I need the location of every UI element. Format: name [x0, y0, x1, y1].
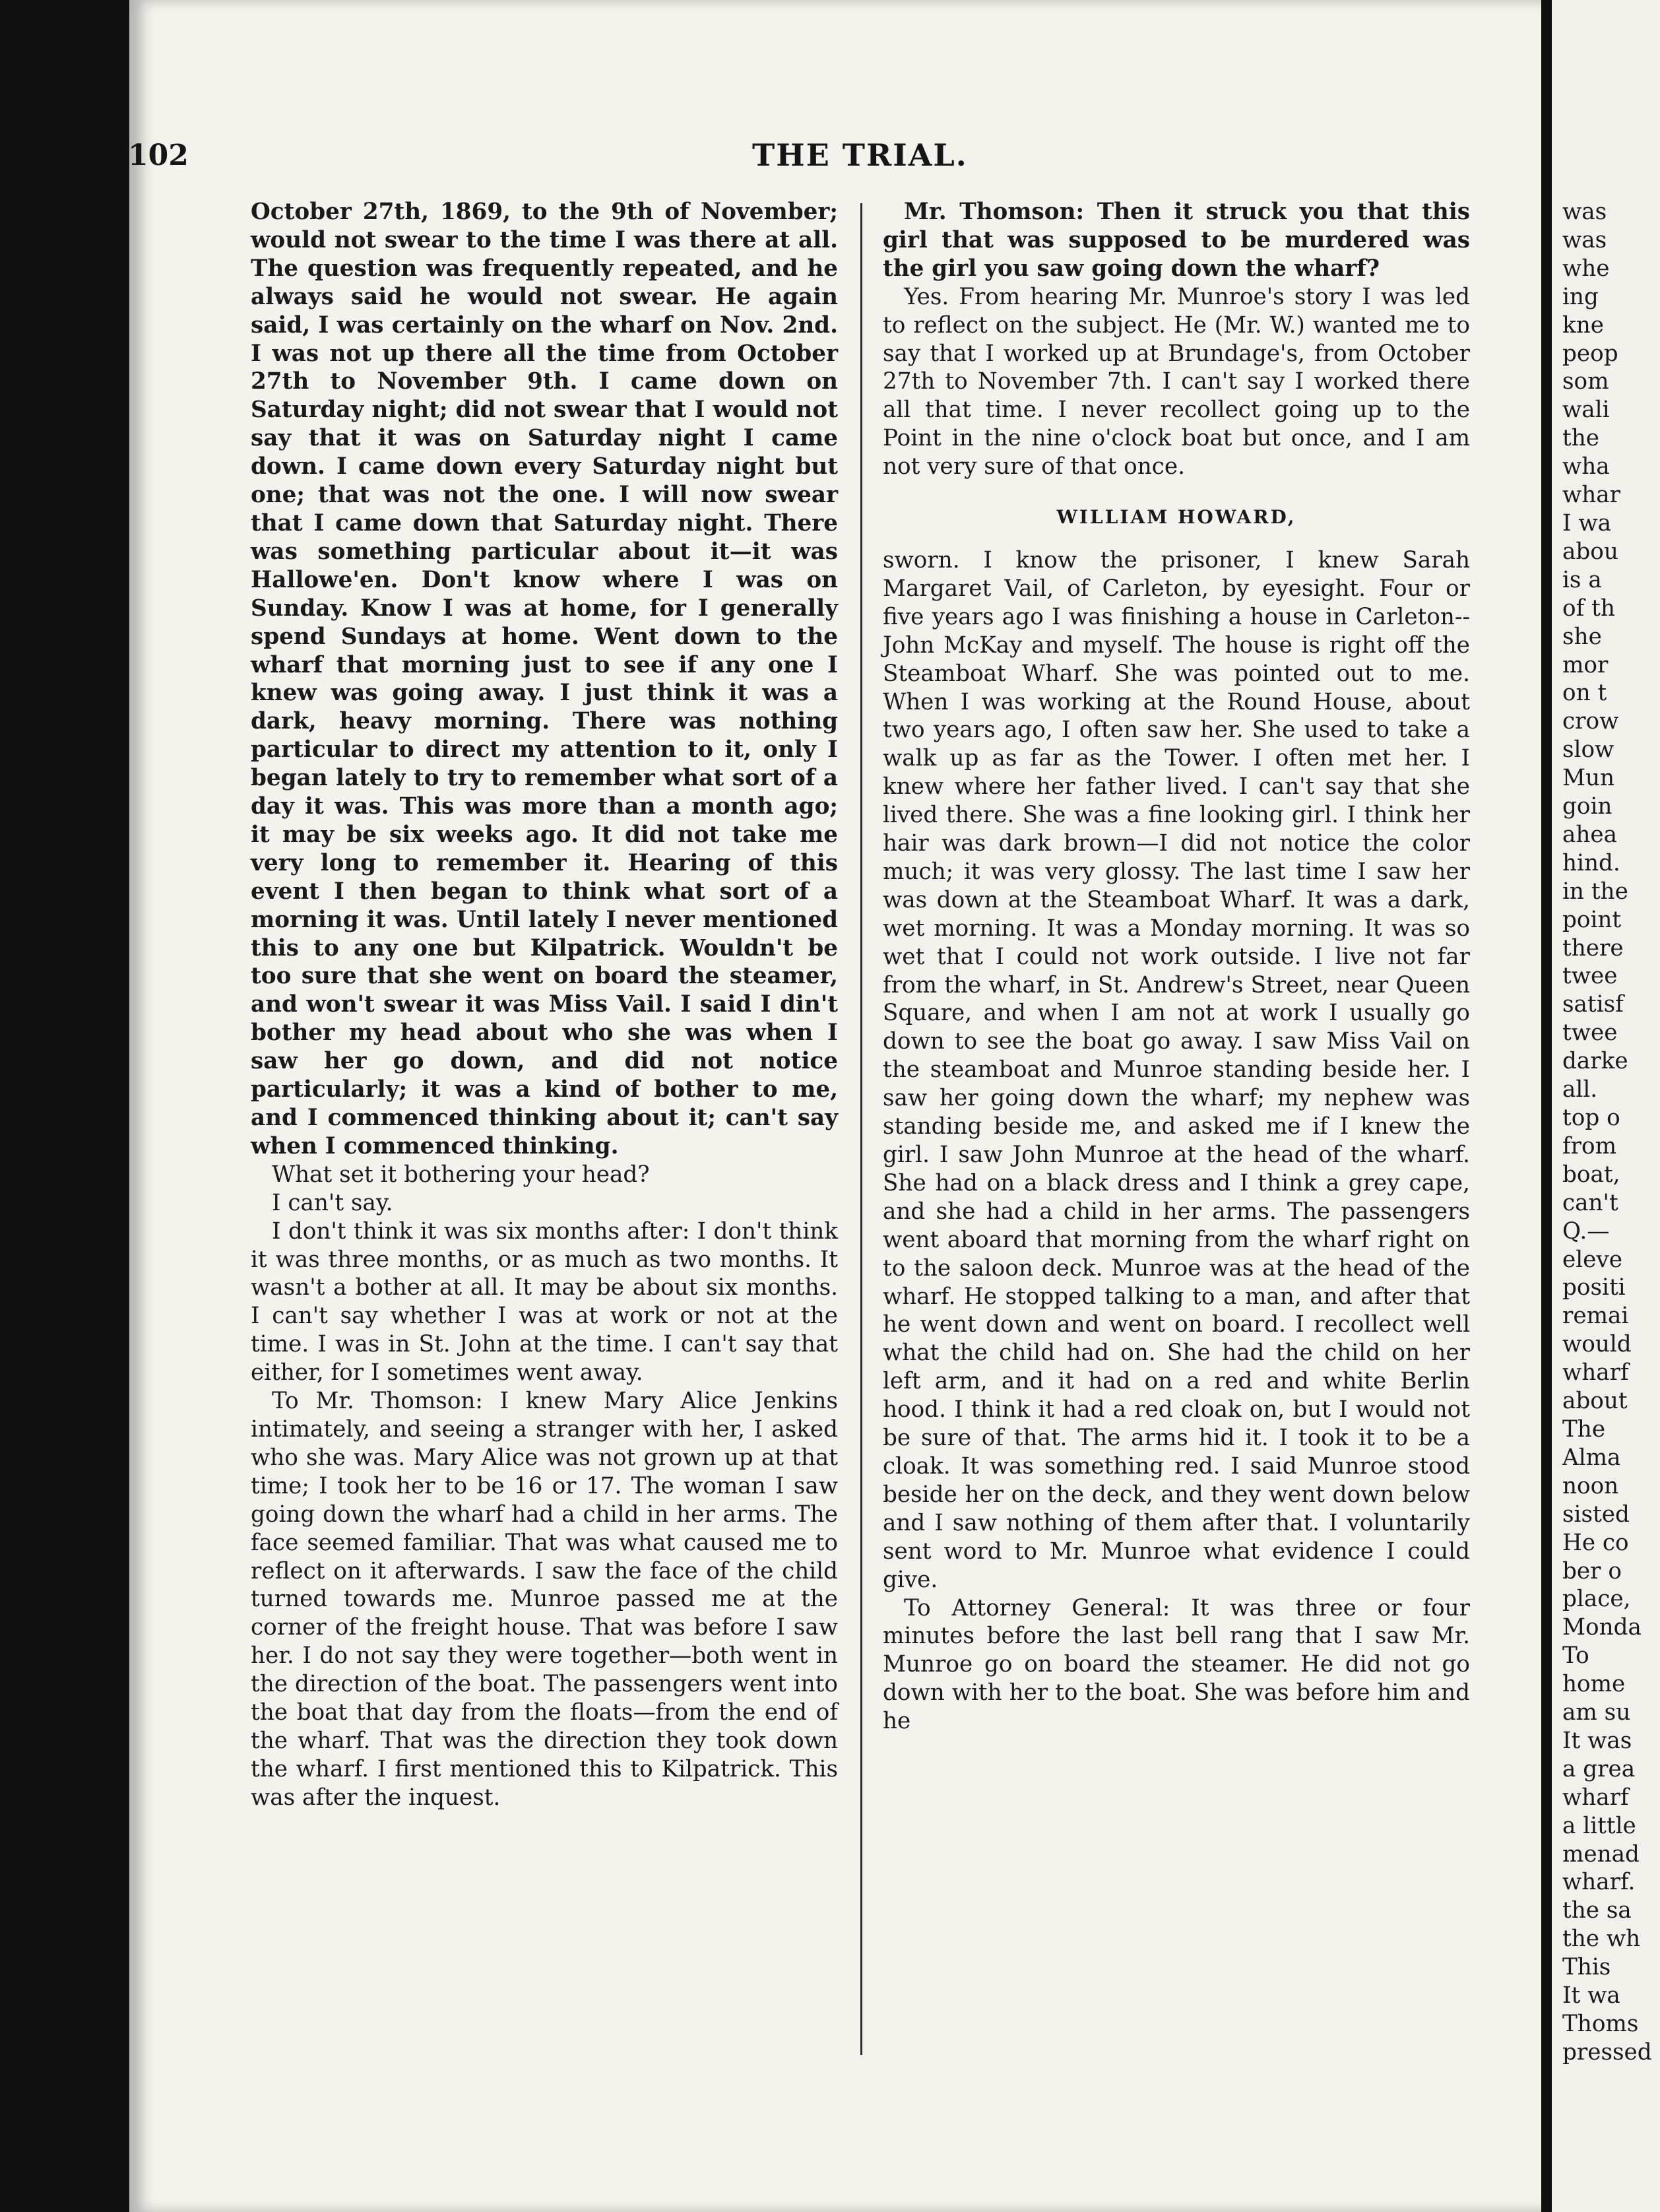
next-page-line: am su — [1562, 1699, 1631, 1726]
next-page-line: crow — [1562, 708, 1619, 735]
next-page-line: whe — [1562, 255, 1610, 282]
paragraph: October 27th, 1869, to the 9th of November; would not swear to the time I was there at all. The question was frequently repeated, and he always said he would not swear. He again said, I was certainly on the wharf on Nov. 2nd. I was not up there all the time from October 27th to November 9th. I came down on Saturday night; did not swear that I would not say that it was on Saturday night I came down. I came down every Saturday night but one; that was not the one. I will now swear that I came down that Saturday night. There was something particular about it—it was Hallowe'en. Don't know where I was on Sunday. Know I was at home, for I generally spend Sundays at home. Went down to the wharf that morning just to see if any one I knew was going away. I just think it was a dark, heavy morning. There was nothing particular to direct my attention to it, only I began lately to try to remember what sort of a day it was. This was more than a month ago; it may be six weeks ago. It did not take me very long to remember it. Hearing of this event I then began to think what sort of a morning it was. Until lately I never mentioned this to any one but Kilpatrick. Wouldn't be too sure that she went on board the steamer, and won't swear it was Miss Vail. I said I din't bother my head about who she was when I saw her go down, and did not notice particularly; it was a kind of bother to me, and I commenced thinking about it; can't say when I commenced thinking. — [251, 199, 838, 1159]
next-page-line: hind. — [1562, 849, 1620, 876]
paragraph: To Mr. Thomson: I knew Mary Alice Jenkins intimately, and seeing a stranger with her, I asked who she was. Mary Alice was not grown up at that time; I took her to be 16 or 17. The woman I saw going down the wharf had a child in her arms. The face seemed familiar. That was what caused me to reflect on it afterwards. I saw the face of the child turned towards me. Munroe passed me at the corner of the freight house. That was before I saw her. I do not say they were together—both went in the direction of the boat. The passengers went into the boat that day from the floats—from the end of the wharf. That was the direction they took down the wharf. I first mentioned this to Kilpatrick. This was after the inquest. — [251, 1388, 838, 1811]
next-page-line: about — [1562, 1388, 1628, 1415]
next-page-line: from — [1562, 1132, 1616, 1159]
next-page-line: home — [1562, 1671, 1626, 1698]
next-page-line: ber o — [1562, 1557, 1622, 1584]
next-page-line: the wh — [1562, 1926, 1641, 1953]
next-page-line: sisted — [1562, 1501, 1630, 1528]
next-page-line: positi — [1562, 1274, 1626, 1301]
next-page-line: menad — [1562, 1840, 1640, 1868]
next-page-line: noon — [1562, 1472, 1619, 1499]
next-page-line: a grea — [1562, 1755, 1636, 1782]
next-page-line: was — [1562, 199, 1607, 225]
next-page-line: wha — [1562, 453, 1610, 480]
next-page-line: This — [1562, 1954, 1611, 1981]
next-page-line: she — [1562, 623, 1602, 650]
next-page-line: place, — [1562, 1586, 1631, 1613]
next-page-line: twee — [1562, 963, 1618, 990]
next-page-line: The — [1562, 1415, 1606, 1443]
next-page-line: of th — [1562, 595, 1615, 622]
next-page-line: darke — [1562, 1048, 1628, 1075]
next-page-line: point — [1562, 906, 1622, 933]
paragraph: sworn. I know the prisoner, I knew Sarah Margaret Vail, of Carleton, by eyesight. Four or five years ago I was finishing a house in Carleton--John McKay and myself. The house is right off the Steamboat Wharf. She was pointed out to me. When I was working at the Round House, about two years ago, I often saw her. She used to take a walk up as far as the Tower. I often met her. I knew where her father lived. I can't say that she lived there. She was a fine looking girl. I think her hair was dark brown—I did not notice the color much; it was very glossy. The last time I saw her was down at the Steamboat Wharf. It was a dark, wet morning. It was a Monday morning. It was so wet that I could not work outside. I live not far from the wharf, in St. Andrew's Street, near Queen Square, and when I am not at work I usually go down to see the boat go away. I saw Miss Vail on the steamboat and Munroe standing beside her. I saw her going down the wharf; my nephew was standing beside me, and asked me if I knew the girl. I saw John Munroe at the head of the wharf. She had on a black dress and I think a grey cape, and she had a child in her arms. The passengers went aboard that morning from the wharf right on to the saloon deck. Munroe was at the head of the wharf. He stopped talking to a man, and after that he went down and went on board. I recollect well what the child had on. She had the child on her left arm, and it had on a red and white Berlin hood. I think it had a red cloak on, but I would not be sure of that. The arms hid it. I took it to be a cloak. It was something red. I said Munroe stood beside her on the deck, and they went down below and I saw nothing of them after that. I voluntarily sent word to Mr. Munroe what evidence I could give. — [883, 546, 1470, 1593]
next-page-line: wharf — [1562, 1784, 1629, 1811]
paragraph: I can't say. — [272, 1189, 393, 1216]
next-page-line: I wa — [1562, 509, 1612, 537]
next-page-line: on t — [1562, 680, 1607, 707]
paragraph: Mr. Thomson: Then it struck you that this girl that was supposed to be murdered was the girl you saw going down the wharf? — [883, 199, 1470, 282]
next-page-line: can't — [1562, 1189, 1618, 1216]
next-page-line: wali — [1562, 397, 1610, 424]
next-page-line: Mun — [1562, 765, 1615, 792]
next-page-line: It was — [1562, 1727, 1632, 1754]
next-page-line: mor — [1562, 651, 1609, 678]
next-page-line: ing — [1562, 283, 1599, 310]
next-page-line: top o — [1562, 1105, 1620, 1131]
next-page-line: Alma — [1562, 1444, 1621, 1471]
next-page-line: is a — [1562, 566, 1602, 593]
next-page-line: goin — [1562, 793, 1612, 820]
paragraph: I don't think it was six months after: I don't think it was three months, or as much as two months. It wasn't a bother at all. It may be about six months. I can't say whether I was at work or not at the time. I was in St. John at the time. I can't say that either, for I sometimes went away. — [251, 1218, 838, 1386]
next-page-text — [1552, 198, 1652, 2067]
next-page-line: ahea — [1562, 821, 1618, 848]
next-page-line: It wa — [1562, 1982, 1620, 2009]
next-page-line: To — [1562, 1643, 1589, 1670]
next-page-line: slow — [1562, 736, 1614, 764]
next-page-line: the — [1562, 425, 1599, 452]
next-page-line: was — [1562, 226, 1607, 253]
page-number: 102 — [128, 139, 189, 172]
running-title: THE TRIAL. — [752, 137, 968, 173]
column-divider — [860, 203, 862, 2055]
next-page-line: Thoms — [1562, 2011, 1639, 2037]
next-page-line: boat, — [1562, 1161, 1620, 1188]
next-page-line: peop — [1562, 340, 1618, 367]
next-page-line: abou — [1562, 538, 1618, 565]
next-page-line: a little — [1562, 1812, 1636, 1839]
witness-heading: WILLIAM HOWARD, — [1056, 506, 1296, 529]
next-page-line: eleve — [1562, 1246, 1622, 1273]
next-page-line: som — [1562, 368, 1609, 395]
right-column — [883, 198, 1470, 1736]
next-page-line: Monda — [1562, 1614, 1642, 1641]
next-page-line: wharf. — [1562, 1869, 1636, 1896]
paragraph: What set it bothering your head? — [272, 1161, 650, 1188]
next-page-line: there — [1562, 934, 1624, 961]
next-page-line: He co — [1562, 1529, 1629, 1556]
paragraph: To Attorney General: It was three or four minutes before the last bell rang that I saw Mr. Munroe go on board the steamer. He did not go down with her to the boat. She was before him and he — [883, 1594, 1470, 1735]
next-page-line: wharf — [1562, 1359, 1629, 1386]
next-page-line: Q.— — [1562, 1218, 1610, 1245]
next-page-line: pressed — [1562, 2038, 1652, 2066]
next-page-line: in the — [1562, 878, 1628, 905]
next-page-edge — [1552, 0, 1660, 2212]
next-page-line: the sa — [1562, 1897, 1632, 1924]
left-column — [251, 198, 838, 1812]
next-page-line: whar — [1562, 482, 1621, 509]
next-page-line: kne — [1562, 311, 1604, 339]
next-page-line: all. — [1562, 1076, 1598, 1103]
next-page-line: would — [1562, 1331, 1632, 1358]
next-page-line: remai — [1562, 1303, 1629, 1330]
next-page-line: twee — [1562, 1020, 1618, 1047]
paragraph: Yes. From hearing Mr. Munroe's story I was led to reflect on the subject. He (Mr. W.) wanted me to say that I worked up at Brundage's, from October 27th to November 7th. I can't say I worked there all that time. I never recollect going up to the Point in the nine o'clock boat but once, and I am not very sure of that once. — [883, 283, 1470, 480]
next-page-line: satisf — [1562, 991, 1624, 1018]
